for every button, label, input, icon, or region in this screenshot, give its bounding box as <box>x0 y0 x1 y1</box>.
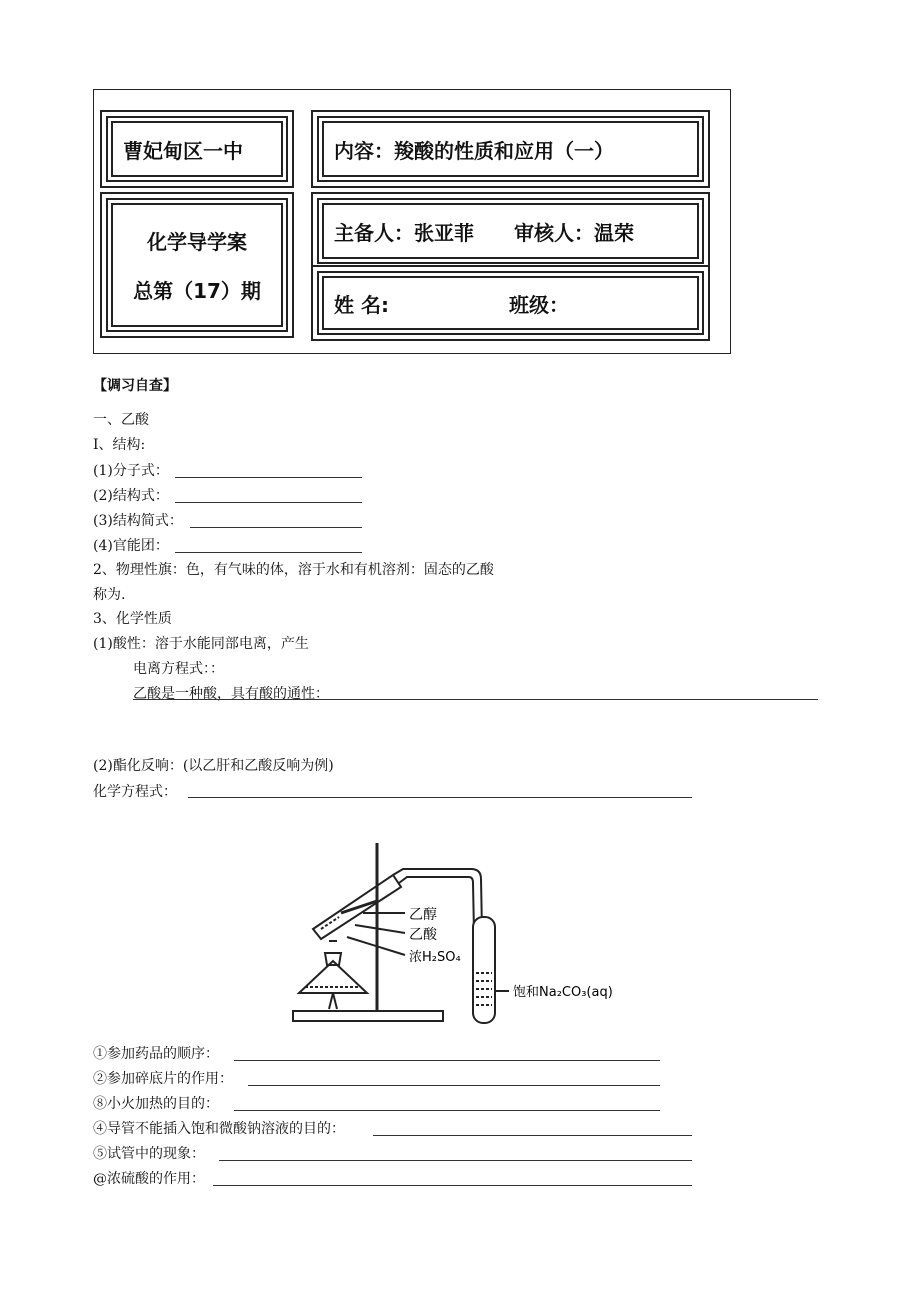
apparatus-label-ethanol: 乙醇 <box>409 907 437 923</box>
part1-title: 一、乙酸 <box>93 412 149 428</box>
preparer-label: 主备人：张亚菲 <box>334 220 474 245</box>
esterification-title: (2)酯化反响：(以乙肝和乙酸反响为例) <box>93 758 334 774</box>
guide-box <box>111 203 283 327</box>
question-5-blank[interactable] <box>219 1160 692 1161</box>
formula-label: (1)分子式： <box>93 463 169 479</box>
section-title: 【调习自查】 <box>93 378 177 394</box>
structure-title: I、结构: <box>93 437 146 453</box>
question-6-label: @浓硫酸的作用： <box>93 1171 205 1187</box>
guide-title: 化学导学案 <box>147 230 247 254</box>
content-box <box>322 121 699 177</box>
chemical-title: 3、化学性质 <box>93 611 172 627</box>
question-5-label: ⑤试管中的现象： <box>93 1146 205 1162</box>
apparatus-label-sulfuric-acid: 浓H₂SO₄ <box>409 950 461 965</box>
simplified-label: (3)结构简式： <box>93 513 183 529</box>
structural-label: (2)结构式： <box>93 488 169 504</box>
question-4-label: ④导管不能插入饱和微酸钠溶液的目的： <box>93 1121 345 1137</box>
question-6-blank[interactable] <box>213 1185 692 1186</box>
apparatus-label-acetic-acid: 乙酸 <box>409 927 437 943</box>
issue-number: 总第（17）期 <box>133 279 261 303</box>
esterification-apparatus <box>285 833 645 1033</box>
acidity-text: (1)酸性：溶于水能同部电离，产生 <box>93 636 309 652</box>
physical-text-2: 称为. <box>93 587 126 603</box>
acid-general-label: 乙酸是一种酸，具有酸的通性： <box>133 686 329 702</box>
functional-label: (4)官能团： <box>93 538 169 554</box>
functional-blank[interactable] <box>175 552 362 553</box>
question-3-blank[interactable] <box>234 1110 660 1111</box>
student-box <box>322 276 699 330</box>
name-label: 姓 名: <box>334 292 389 317</box>
equation-label: 化学方程式： <box>93 784 177 800</box>
question-1-label: ①参加药品的顺序： <box>93 1046 219 1062</box>
apparatus-label-sodium-carbonate: 饱和Na₂CO₃(aq) <box>513 985 613 1000</box>
preparer-box <box>322 203 699 259</box>
ionization-label: 电离方程式：： <box>133 661 224 677</box>
question-2-blank[interactable] <box>248 1085 660 1086</box>
question-3-label: ⑧小火加热的目的： <box>93 1096 219 1112</box>
school-name: 曹妃甸区一中 <box>123 138 243 163</box>
school-box <box>111 121 283 177</box>
reviewer-label: 审核人：温荣 <box>514 220 634 245</box>
simplified-blank[interactable] <box>190 527 362 528</box>
physical-text: 2、物理性旗：色，有气味的体，溶于水和有机溶剂：固态的乙酸 <box>93 562 494 578</box>
structural-blank[interactable] <box>175 502 362 503</box>
content-title: 内容：羧酸的性质和应用（一） <box>334 138 614 163</box>
question-2-label: ②参加碎底片的作用： <box>93 1071 233 1087</box>
question-4-blank[interactable] <box>373 1135 692 1136</box>
formula-blank[interactable] <box>175 477 362 478</box>
acid-general-blank[interactable] <box>133 699 818 700</box>
equation-blank[interactable] <box>188 797 692 798</box>
question-1-blank[interactable] <box>234 1060 660 1061</box>
class-label: 班级： <box>508 292 569 317</box>
